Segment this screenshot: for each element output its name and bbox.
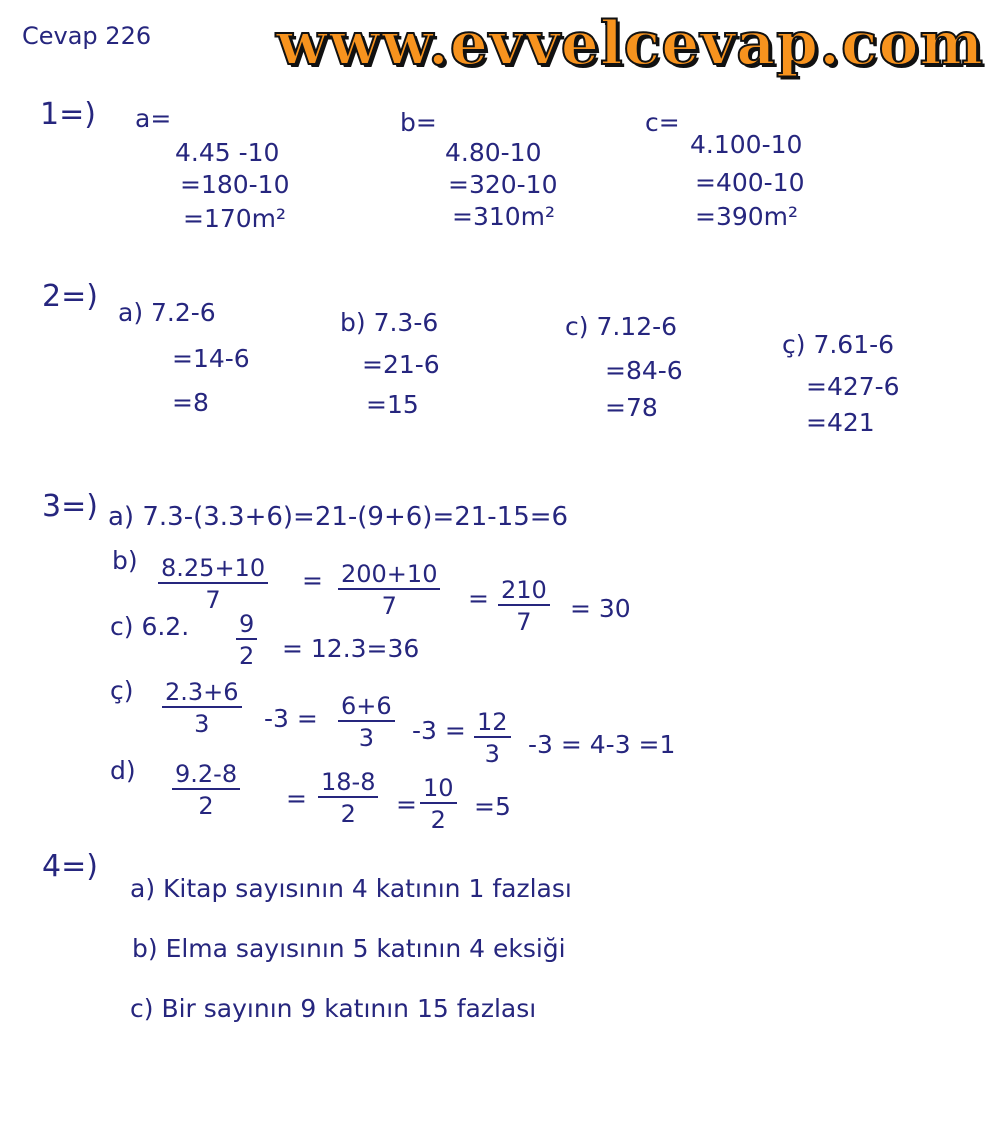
- q3-c2-f1-denominator: 3: [194, 710, 210, 738]
- q3-c2-f3-numerator: 12: [474, 710, 511, 738]
- q3-c2-middle-2: -3 =: [412, 716, 466, 745]
- q3-c2-fraction-3: [474, 710, 511, 766]
- q3-d-equals-2: =: [396, 790, 417, 819]
- q3-b-equals-2: =: [468, 584, 489, 613]
- q3-c2-middle-1: -3 =: [264, 704, 318, 733]
- q3-b-f1-numerator: 8.25+10: [158, 556, 268, 584]
- q1-a-line3: =170m²: [183, 204, 287, 233]
- q3-b-f2-numerator: 200+10: [338, 562, 440, 590]
- q1-b-line3: =310m²: [452, 202, 556, 231]
- q3-a-expression: a) 7.3-(3.3+6)=21-(9+6)=21-15=6: [108, 502, 569, 532]
- q2-c-line2: =84-6: [605, 356, 683, 385]
- q2-c-line3: =78: [605, 393, 658, 422]
- q2-d-line2: =427-6: [806, 372, 900, 401]
- q3-d-f3-denominator: 2: [430, 806, 446, 834]
- q2-b-line3: =15: [366, 390, 419, 419]
- q3-d-fraction-3: [420, 776, 457, 832]
- q2-b-line1: b) 7.3-6: [340, 308, 439, 337]
- q1-a-line2: =180-10: [180, 170, 290, 199]
- q4-label: 4=): [42, 849, 98, 884]
- q3-d-f1-numerator: 9.2-8: [172, 762, 240, 790]
- q2-a-line3: =8: [172, 388, 209, 417]
- q1-b-line2: =320-10: [448, 170, 558, 199]
- q2-a-line1: a) 7.2-6: [118, 298, 216, 327]
- q3-d-f1-denominator: 2: [198, 792, 214, 820]
- page-title: Cevap 226: [22, 22, 152, 50]
- q1-a-name: a=: [135, 104, 172, 133]
- q3-c2-fraction-1: [162, 680, 242, 736]
- q3-d-f3-numerator: 10: [420, 776, 457, 804]
- q3-d-label: d): [110, 756, 136, 785]
- q3-c-numerator: 9: [236, 612, 257, 640]
- q3-c2-f1-numerator: 2.3+6: [162, 680, 242, 708]
- q1-a-line1: 4.45 -10: [175, 138, 280, 167]
- q3-c-result: = 12.3=36: [282, 634, 420, 663]
- q4-a-text: a) Kitap sayısının 4 katının 1 fazlası: [130, 874, 572, 903]
- q3-b-result: = 30: [570, 594, 631, 623]
- q2-d-line1: ç) 7.61-6: [782, 330, 895, 359]
- q3-d-fraction-1: [172, 762, 240, 818]
- q3-c-fraction: [236, 612, 257, 668]
- q1-b-line1: 4.80-10: [445, 138, 542, 167]
- q3-c2-label: ç): [110, 676, 134, 705]
- q3-label: 3=): [42, 489, 98, 524]
- q1-c-line2: =400-10: [695, 168, 805, 197]
- q2-a-line2: =14-6: [172, 344, 250, 373]
- q3-c2-f2-numerator: 6+6: [338, 694, 395, 722]
- q3-c2-f3-denominator: 3: [484, 740, 500, 768]
- q3-d-fraction-2: [318, 770, 378, 826]
- q4-c-text: c) Bir sayının 9 katının 15 fazlası: [130, 994, 537, 1023]
- q3-d-f2-numerator: 18-8: [318, 770, 378, 798]
- q3-b-fraction-2: [338, 562, 440, 618]
- q1-label: 1=): [40, 97, 96, 132]
- q3-d-result: =5: [474, 792, 511, 821]
- q1-c-name: c=: [645, 108, 680, 137]
- q3-b-fraction-3: [498, 578, 550, 634]
- q1-b-name: b=: [400, 108, 437, 137]
- q3-b-f3-denominator: 7: [516, 608, 532, 636]
- q3-d-f2-denominator: 2: [340, 800, 356, 828]
- q3-c-prefix: c) 6.2.: [110, 612, 190, 641]
- q3-b-f2-denominator: 7: [381, 592, 397, 620]
- watermark-logo: www.evvelcevap.com: [276, 9, 984, 79]
- q2-d-line3: =421: [806, 408, 875, 437]
- q3-b-fraction-1: [158, 556, 268, 612]
- q3-b-f3-numerator: 210: [498, 578, 550, 606]
- q1-c-line3: =390m²: [695, 202, 799, 231]
- q3-c2-fraction-2: [338, 694, 395, 750]
- q2-label: 2=): [42, 279, 98, 314]
- q3-b-equals-1: =: [302, 566, 323, 595]
- q4-b-text: b) Elma sayısının 5 katının 4 eksiği: [132, 934, 566, 963]
- q3-b-label: b): [112, 546, 138, 575]
- q3-c-denominator: 2: [239, 642, 255, 670]
- q3-c2-result: -3 = 4-3 =1: [528, 730, 676, 759]
- q3-d-equals-1: =: [286, 784, 307, 813]
- q3-b-f1-denominator: 7: [205, 586, 221, 614]
- q2-c-line1: c) 7.12-6: [565, 312, 678, 341]
- q3-c2-f2-denominator: 3: [358, 724, 374, 752]
- q1-c-line1: 4.100-10: [690, 130, 803, 159]
- q2-b-line2: =21-6: [362, 350, 440, 379]
